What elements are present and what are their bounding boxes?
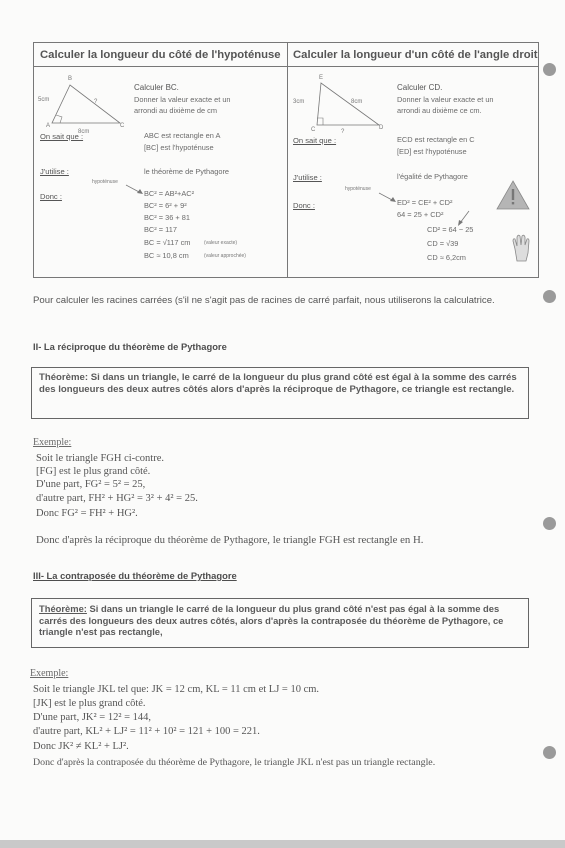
section-3-theorem-label: Théorème: [39, 603, 87, 614]
on-sait-1: ABC est rectangle en A [144, 131, 221, 140]
section-2-example-label: Exemple: [33, 437, 72, 448]
calc-line-3: BC² = 36 + 81 [144, 213, 191, 222]
section-2-line-5: Donc FG² = FH² + HG². [36, 508, 138, 519]
section-3-theorem-text: Si dans un triangle le carré de la longueur du plus grand côté n'est pas égal à la somme des carrés des longueurs des deux autres côtés, alors d'après la contraposée du théorème de Pythagore, ce triangle n'est pas rectangle, [39, 603, 504, 638]
label-8cm: 8cm [78, 129, 90, 135]
section-2-line-3: D'une part, FG² = 5² = 25, [36, 479, 146, 490]
label-b: B [68, 76, 73, 82]
triangle-ecd-figure [295, 75, 387, 137]
section-3-line-3: D'une part, JK² = 12² = 144, [33, 712, 152, 723]
section-3-theorem [31, 598, 529, 648]
utilise-label-right: J'utilise : [293, 173, 322, 182]
arrow-icon [124, 183, 146, 197]
section-2-line-4: d'autre part, FH² + HG² = 3² + 4² = 25. [36, 493, 198, 504]
intro-paragraph: Pour calculer les racines carrées (s'il ne s'agit pas de racines de carré parfait, nous utiliserons la calculatrice. [33, 295, 495, 306]
task-line-2-right: arrondi au dixième ce cm. [397, 106, 482, 115]
donc-label: Donc : [40, 192, 62, 201]
section-3-example-label: Exemple: [30, 668, 69, 679]
section-2-conclusion: Donc d'après la réciproque du théorème de Pythagore, le triangle FGH est rectangle en H. [36, 534, 424, 546]
punch-hole-2 [543, 290, 556, 303]
calc-line-2: BC² = 6² + 9² [144, 201, 187, 210]
label-a: A [46, 123, 51, 129]
label-5cm: 5cm [38, 97, 50, 103]
page-bottom-edge [0, 840, 565, 848]
on-sait-2-right: [ED] est l'hypoténuse [397, 147, 467, 156]
calc-line-5: BC = √117 cm [144, 238, 191, 247]
warning-icon [495, 179, 531, 211]
on-sait-1-right: ECD est rectangle en C [397, 135, 475, 144]
note-approx: (valeur approchée) [204, 253, 246, 259]
right-column [287, 43, 538, 277]
note-exact: (valeur exacte) [204, 240, 238, 246]
label-c-right: C [311, 127, 316, 133]
on-sait-label: On sait que : [40, 132, 84, 141]
section-3-heading: III- La contraposée du théorème de Pythagore [33, 570, 237, 581]
section-2-theorem: Théorème: Si dans un triangle, le carré de la longueur du plus grand côté est égal à la somme des carrés des longueurs des deux autres côtés alors d'après la réciproque de Pythagore, ce triangle est rectangle. [31, 367, 529, 419]
task-title-right: Calculer CD. [397, 83, 443, 92]
calc-line-4-right: CD = √39 [427, 239, 459, 248]
triangle-abc-figure [42, 75, 127, 137]
left-column [34, 43, 288, 277]
arrow-icon-right [377, 191, 399, 205]
label-3cm: 3cm [293, 99, 305, 105]
left-column-title: Calculer la longueur du côté de l'hypoténuse [34, 43, 287, 67]
label-d: D [379, 125, 384, 131]
punch-hole-3 [543, 517, 556, 530]
label-unknown-right: ? [341, 129, 345, 135]
hand-icon [509, 233, 535, 263]
label-e: E [319, 75, 324, 81]
calc-line-6: BC ≈ 10,8 cm [144, 251, 189, 260]
punch-hole-1 [543, 63, 556, 76]
task-title: Calculer BC. [134, 83, 179, 92]
section-2-heading: II- La réciproque du théorème de Pythagore [33, 341, 227, 352]
section-3-line-1: Soit le triangle JKL tel que: JK = 12 cm, KL = 11 cm et LJ = 10 cm. [33, 684, 320, 695]
calc-line-2-right: 64 = 25 + CD² [397, 210, 444, 219]
section-3-line-2: [JK] est le plus grand côté. [33, 698, 146, 709]
calc-line-1-right: ED² = CE² + CD² [397, 198, 453, 207]
section-2-line-2: [FG] est le plus grand côté. [36, 466, 151, 477]
examples-table [33, 42, 539, 278]
hyp-note-right: hypoténuse [345, 186, 371, 192]
hyp-note: hypoténuse [92, 179, 118, 185]
donc-label-right: Donc : [293, 201, 315, 210]
utilise-text-right: l'égalité de Pythagore [397, 172, 468, 181]
calc-line-4: BC² = 117 [144, 225, 177, 234]
utilise-text: le théorème de Pythagore [144, 167, 230, 176]
section-3-line-5: Donc JK² ≠ KL² + LJ². [33, 741, 129, 752]
calc-line-3-right: CD² = 64 − 25 [427, 225, 474, 234]
task-line-2: arrondi au dixième de cm [134, 106, 217, 115]
label-unknown: ? [94, 99, 98, 105]
label-8cm-right: 8cm [351, 99, 363, 105]
section-3-line-4: d'autre part, KL² + LJ² = 11² + 10² = 121 + 100 = 221. [33, 726, 260, 737]
calc-line-1: BC² = AB²+AC² [144, 189, 195, 198]
task-line-1: Donner la valeur exacte et un [134, 95, 231, 104]
utilise-label: J'utilise : [40, 167, 69, 176]
on-sait-label-right: On sait que : [293, 136, 337, 145]
section-3-conclusion: Donc d'après la contraposée du théorème de Pythagore, le triangle JKL n'est pas un triangle rectangle. [33, 757, 436, 768]
punch-hole-4 [543, 746, 556, 759]
task-line-1-right: Donner la valeur exacte et un [397, 95, 494, 104]
calc-line-5-right: CD ≈ 6,2cm [427, 253, 466, 262]
on-sait-2: [BC] est l'hypoténuse [144, 143, 214, 152]
section-2-line-1: Soit le triangle FGH ci-contre. [36, 453, 165, 464]
label-c: C [120, 123, 125, 129]
right-column-title: Calculer la longueur d'un côté de l'angle droit [287, 43, 538, 67]
